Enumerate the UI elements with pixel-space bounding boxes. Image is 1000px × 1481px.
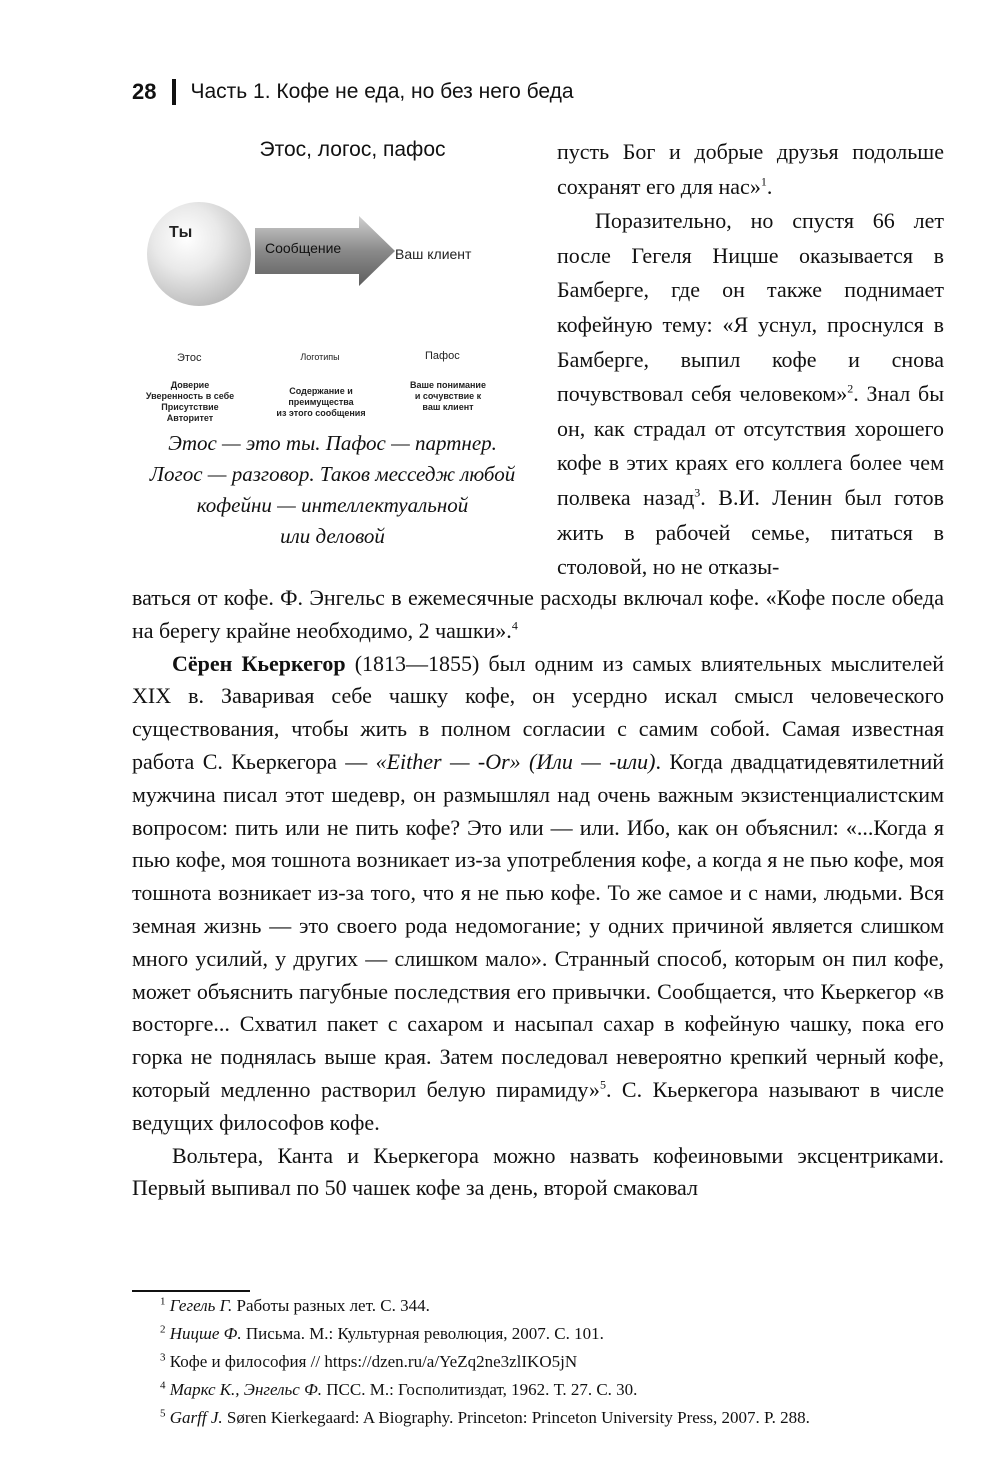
footnote-ref[interactable]: 5 [599,1077,606,1092]
person-name: Сёрен Кьеркегор [172,650,346,676]
ethos-item: Присутствие [161,402,219,412]
caption-line: кофейни — интеллектуальной [196,493,469,517]
paragraph-text: . Знал бы он, как страдал от отсутствия хорошего кофе в этих краях его коллега более чем полвека назад [557,381,944,510]
pathos-items [393,380,503,413]
footnote-number: 4 [160,1379,166,1392]
logos-item: из этого сообщения [276,408,366,418]
footnote-ref[interactable]: 2 [847,381,854,396]
footnote-link[interactable]: Кофе и философия // https://dzen.ru/a/YeZq2ne3zlIKO5jN [169,1352,578,1371]
ethos-item: Доверие [170,380,210,390]
footnote-text: Письма. М.: Культурная революция, 2007. С. 101. [241,1324,604,1343]
footnote [160,1404,960,1432]
footnote-number: 2 [160,1323,166,1336]
footnote-number: 3 [160,1351,166,1364]
footnote [160,1348,960,1376]
footnote [160,1376,960,1404]
footnote-text: ПСС. М.: Госполитиздат, 1962. Т. 27. С. 30. [322,1380,638,1399]
footnote-number: 1 [160,1295,166,1308]
footnote-ref[interactable]: 1 [760,174,767,189]
paragraph-text: ваться от кофе. Ф. Энгельс в ежемесячные расходы включал кофе. «Кофе после обеда на берегу крайне необходимо, 2 чашки». [132,585,944,643]
footnote-author: Garff J. [169,1408,223,1427]
paragraph-text: . [766,173,773,199]
header-divider [172,79,176,105]
caption-line: Логос — разговор. Таков месседж любой [149,462,516,486]
work-title: «Either — -Or» (Или — -или) [375,748,656,774]
logos-label: Логотипы [300,352,340,362]
paragraph-text: (1813—1855) был одним из самых влиятельных мыслителей XIX в. Заваривая себе чашку кофе, он усердно искал смысл человеческого существования, чтобы жить в полном согласии с самим собой. Самая известная работа С. Кьеркегора — [132,650,944,774]
you-label: Ты [169,224,193,241]
pathos-label: Пафос [425,350,460,362]
ethos-item: Авторитет [166,413,214,423]
figure-title: Этос, логос, пафос [259,138,446,161]
pathos-item: Ваше понимание [410,380,486,390]
caption-line: Этос — это ты. Пафос — партнер. [168,431,497,455]
paragraph [132,648,944,1140]
paragraph-text: . В.И. Ленин был готов жить в рабочей семье, питаться в столовой, но не отказы- [557,484,944,580]
footnote-author: Маркс К., Энгельс Ф. [169,1380,322,1399]
paragraph-text: Вольтера, Канта и Кьеркегора можно назвать кофеиновыми эксцентриками. Первый выпивал по 50 чашек кофе за день, второй смаковал [132,1142,944,1201]
footnotes [160,1292,960,1432]
footnote-text: Работы разных лет. С. 344. [232,1296,430,1315]
footnote-number: 5 [160,1407,166,1420]
main-text [132,582,944,1205]
footnote-text: Søren Kierkegaard: A Biography. Princeton: Princeton University Press, 2007. P. 288. [222,1408,810,1427]
footnote [160,1292,960,1320]
paragraph-text: . С. Кьеркегора называют в числе ведущих философов кофе. [132,1076,944,1135]
ethos-label: Этос [177,352,202,364]
client-label: Ваш клиент [395,246,472,262]
right-column [557,135,944,585]
paragraph-text: пусть Бог и добрые друзья подольше сохранят его для нас» [557,139,944,199]
caption-line: или деловой [280,524,385,548]
footnote [160,1320,960,1348]
you-sphere [147,202,251,306]
running-title: Часть 1. Кофе не еда, но без него беда [190,80,574,103]
ethos-logos-pathos-diagram [125,180,540,423]
page-number: 28 [132,79,157,104]
paragraph [557,204,944,585]
footnote-ref[interactable]: 4 [511,618,518,633]
ethos-items [145,380,235,424]
paragraph-text: Поразительно, но спустя 66 лет после Гегеля Ницше оказывается в Бамберге, где он также поднимает кофейную тему: «Я уснул, проснулся в Бамберге, выпил кофе и снова почувствовал себя человеком» [557,208,944,407]
paragraph [557,135,944,204]
running-header [132,72,574,112]
figure-caption [125,428,540,552]
pathos-item: ваш клиент [422,402,474,412]
footnote-author: Ницше Ф. [169,1324,242,1343]
footnote-author: Гегель Г. [169,1296,233,1315]
logos-items [261,386,381,419]
footnote-ref[interactable]: 3 [694,485,701,500]
paragraph [132,1140,944,1206]
message-label: Сообщение [265,240,342,256]
ethos-item: Уверенность в себе [145,391,235,401]
figure [125,130,540,423]
pathos-item: и сочувствие к [414,391,482,401]
logos-item: Содержание и преимущества [288,386,354,407]
paragraph-text: . Когда двадцатидевятилетний мужчина писал этот шедевр, он размышлял над очень важным экзистенциалистским вопросом: пить или не пить кофе? Это или — или. Ибо, как он объяснил: «...Когда я пью кофе, моя тошнота возникает из-за употребления кофе, а когда я не пью кофе, моя тошнота возникает из-за того, что я не пью кофе. То же самое и с нами, людьми. Вся земная жизнь — это своего рода недомогание; у одних причиной является слишком много усилий, у других — слишком мало». Странный способ, которым он пил кофе, может объяснить пагубные последствия его привычки. Сообщается, что Кьеркегор «в восторге... Схватил пакет с сахаром и насыпал сахар в кофейную чашку, пока его горка не поднялась выше края. Затем последовал невероятно крепкий черный кофе, который медленно растворил белую пирамиду» [132,748,944,1102]
paragraph [132,582,944,648]
